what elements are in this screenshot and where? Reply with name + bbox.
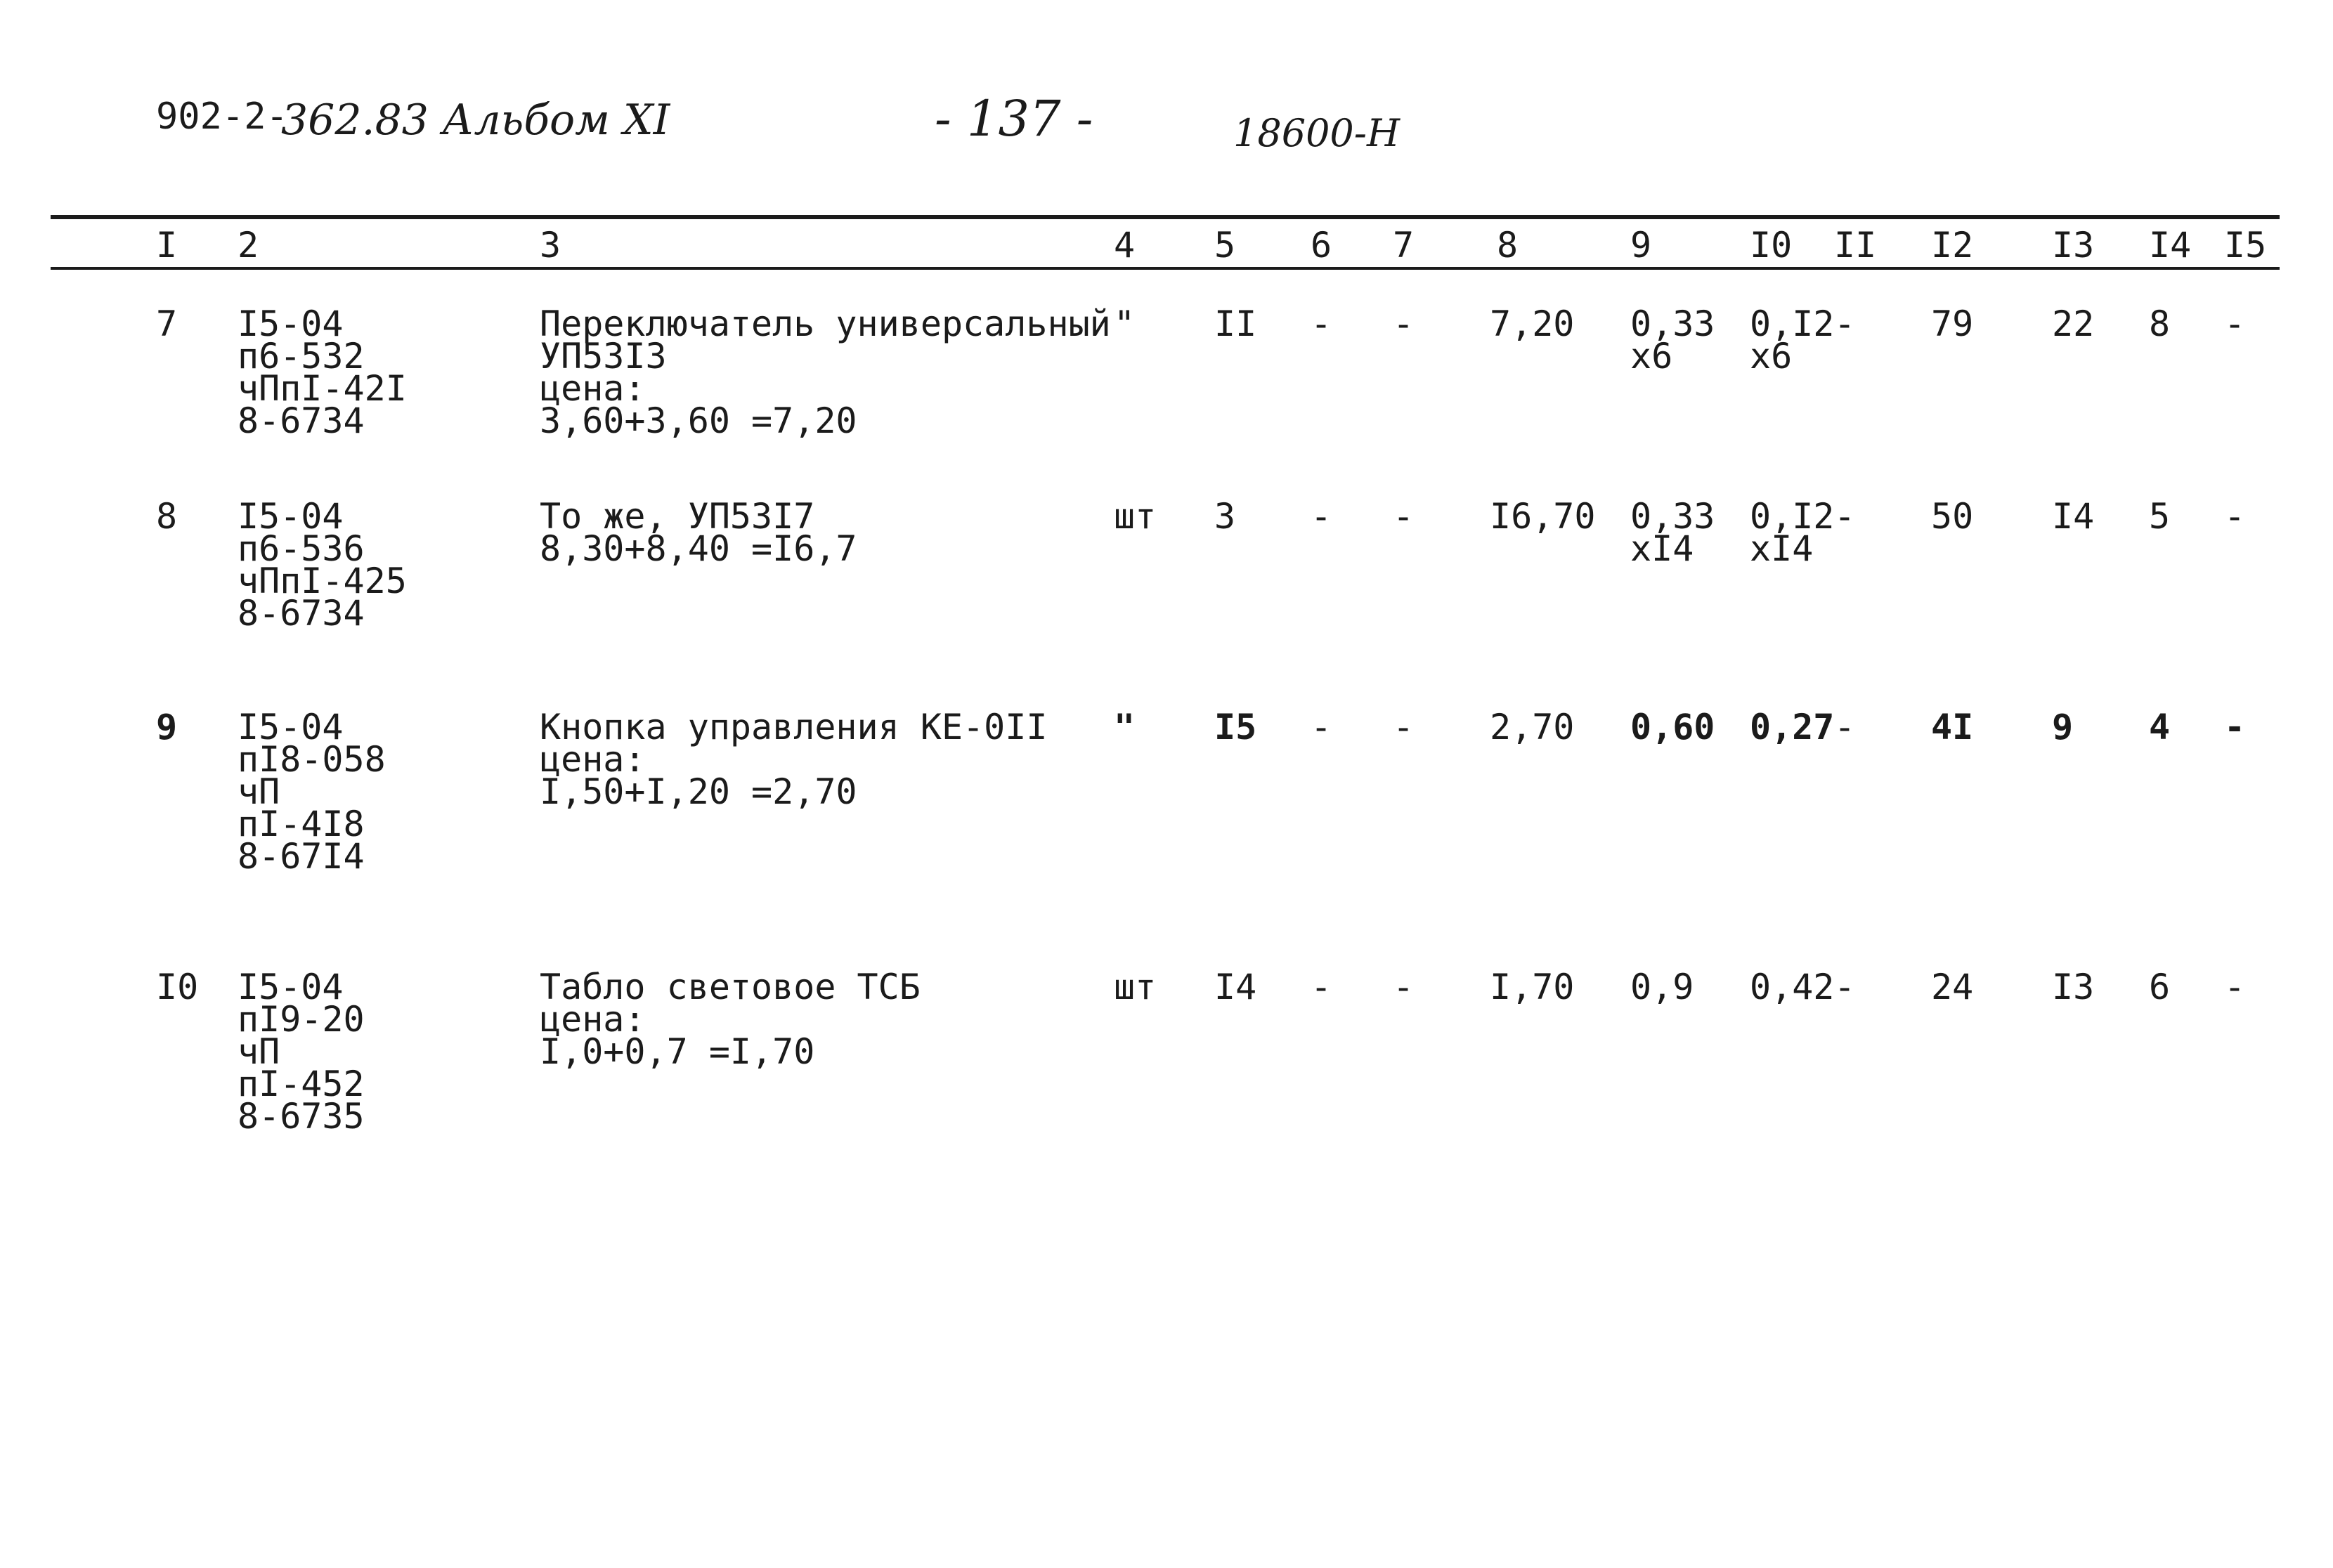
cell-col-9: 0,33 х6 <box>1630 303 1715 377</box>
cell-col-7: - <box>1393 303 1415 344</box>
cell-col-5: I4 <box>1214 967 1257 1007</box>
cell-col-7: - <box>1393 967 1415 1007</box>
cell-col-14: 5 <box>2149 496 2171 537</box>
cell-col-4: " <box>1114 707 1136 747</box>
cell-col-5: I5 <box>1214 707 1257 747</box>
cell-col-6: - <box>1311 496 1332 537</box>
cell-col-15: - <box>2224 496 2246 537</box>
cell-col-6: - <box>1311 967 1332 1007</box>
cell-col-14: 4 <box>2149 707 2171 747</box>
cell-col-12: 4I <box>1931 707 1974 747</box>
column-header-8: 8 <box>1497 225 1519 266</box>
column-header-2: 2 <box>238 225 259 266</box>
column-header-9: 9 <box>1630 225 1652 266</box>
cell-col-1: I0 <box>156 967 199 1007</box>
cell-col-9: 0,60 <box>1630 707 1715 747</box>
column-header-12: I2 <box>1931 225 1974 266</box>
page-number: - 137 - <box>935 90 1093 148</box>
cell-col-13: I4 <box>2052 496 2095 537</box>
table-top-rule <box>51 215 2280 219</box>
column-header-6: 6 <box>1311 225 1332 266</box>
cell-col-15: - <box>2224 707 2246 747</box>
cell-col-13: I3 <box>2052 967 2095 1007</box>
column-header-5: 5 <box>1214 225 1236 266</box>
column-header-10: I0 <box>1750 225 1793 266</box>
cell-col-3: То же, УП53I7 8,30+8,40 =I6,7 <box>540 496 857 569</box>
column-header-1: I <box>156 225 178 266</box>
cell-col-11: - <box>1834 707 1856 747</box>
cell-col-13: 22 <box>2052 303 2095 344</box>
column-header-13: I3 <box>2052 225 2095 266</box>
cell-col-1: 8 <box>156 496 178 537</box>
cell-col-1: 9 <box>156 707 178 747</box>
column-header-7: 7 <box>1393 225 1415 266</box>
cell-col-1: 7 <box>156 303 178 344</box>
column-header-14: I4 <box>2149 225 2192 266</box>
cell-col-8: 7,20 <box>1490 303 1575 344</box>
cell-col-4: шт <box>1114 967 1157 1007</box>
cell-col-14: 6 <box>2149 967 2171 1007</box>
cell-col-4: шт <box>1114 496 1157 537</box>
cell-col-7: - <box>1393 707 1415 747</box>
cell-col-6: - <box>1311 707 1332 747</box>
cell-col-7: - <box>1393 496 1415 537</box>
cell-col-11: - <box>1834 303 1856 344</box>
document-number: 18600-Н <box>1233 111 1401 155</box>
column-header-4: 4 <box>1114 225 1136 266</box>
cell-col-5: 3 <box>1214 496 1236 537</box>
cell-col-3: Переключатель универсальный УП53I3 цена: 3,60+3,60 =7,20 <box>540 303 1111 441</box>
cell-col-13: 9 <box>2052 707 2074 747</box>
project-code-handwritten: 362.83 Альбом XI <box>281 96 670 145</box>
cell-col-15: - <box>2224 967 2246 1007</box>
cell-col-12: 24 <box>1931 967 1974 1007</box>
cell-col-10: 0,27 <box>1750 707 1835 747</box>
cell-col-11: - <box>1834 967 1856 1007</box>
column-header-11: II <box>1834 225 1877 266</box>
cell-col-5: II <box>1214 303 1257 344</box>
cell-col-9: 0,9 <box>1630 967 1694 1007</box>
cell-col-10: 0,42 <box>1750 967 1835 1007</box>
cell-col-14: 8 <box>2149 303 2171 344</box>
cell-col-3: Табло световое ТСБ цена: I,0+0,7 =I,70 <box>540 967 921 1072</box>
cell-col-12: 50 <box>1931 496 1974 537</box>
cell-col-10: 0,I2 хI4 <box>1750 496 1835 569</box>
cell-col-15: - <box>2224 303 2246 344</box>
cell-col-2: I5-04 п6-536 чПпI-425 8-6734 <box>238 496 407 634</box>
cell-col-11: - <box>1834 496 1856 537</box>
cell-col-12: 79 <box>1931 303 1974 344</box>
cell-col-9: 0,33 хI4 <box>1630 496 1715 569</box>
column-header-15: I5 <box>2224 225 2267 266</box>
cell-col-8: I6,70 <box>1490 496 1596 537</box>
cell-col-4: " <box>1114 303 1136 344</box>
column-header-3: 3 <box>540 225 561 266</box>
cell-col-2: I5-04 п6-532 чПпI-42I 8-6734 <box>238 303 407 441</box>
cell-col-8: 2,70 <box>1490 707 1575 747</box>
cell-col-2: I5-04 пI8-058 чП пI-4I8 8-67I4 <box>238 707 386 877</box>
table-header-rule <box>51 267 2280 270</box>
cell-col-3: Кнопка управления КЕ-0II цена: I,50+I,20 =2,70 <box>540 707 1048 812</box>
cell-col-2: I5-04 пI9-20 чП пI-452 8-6735 <box>238 967 365 1137</box>
cell-col-8: I,70 <box>1490 967 1575 1007</box>
cell-col-6: - <box>1311 303 1332 344</box>
project-code-printed: 902-2- <box>156 96 288 138</box>
cell-col-10: 0,I2 х6 <box>1750 303 1835 377</box>
